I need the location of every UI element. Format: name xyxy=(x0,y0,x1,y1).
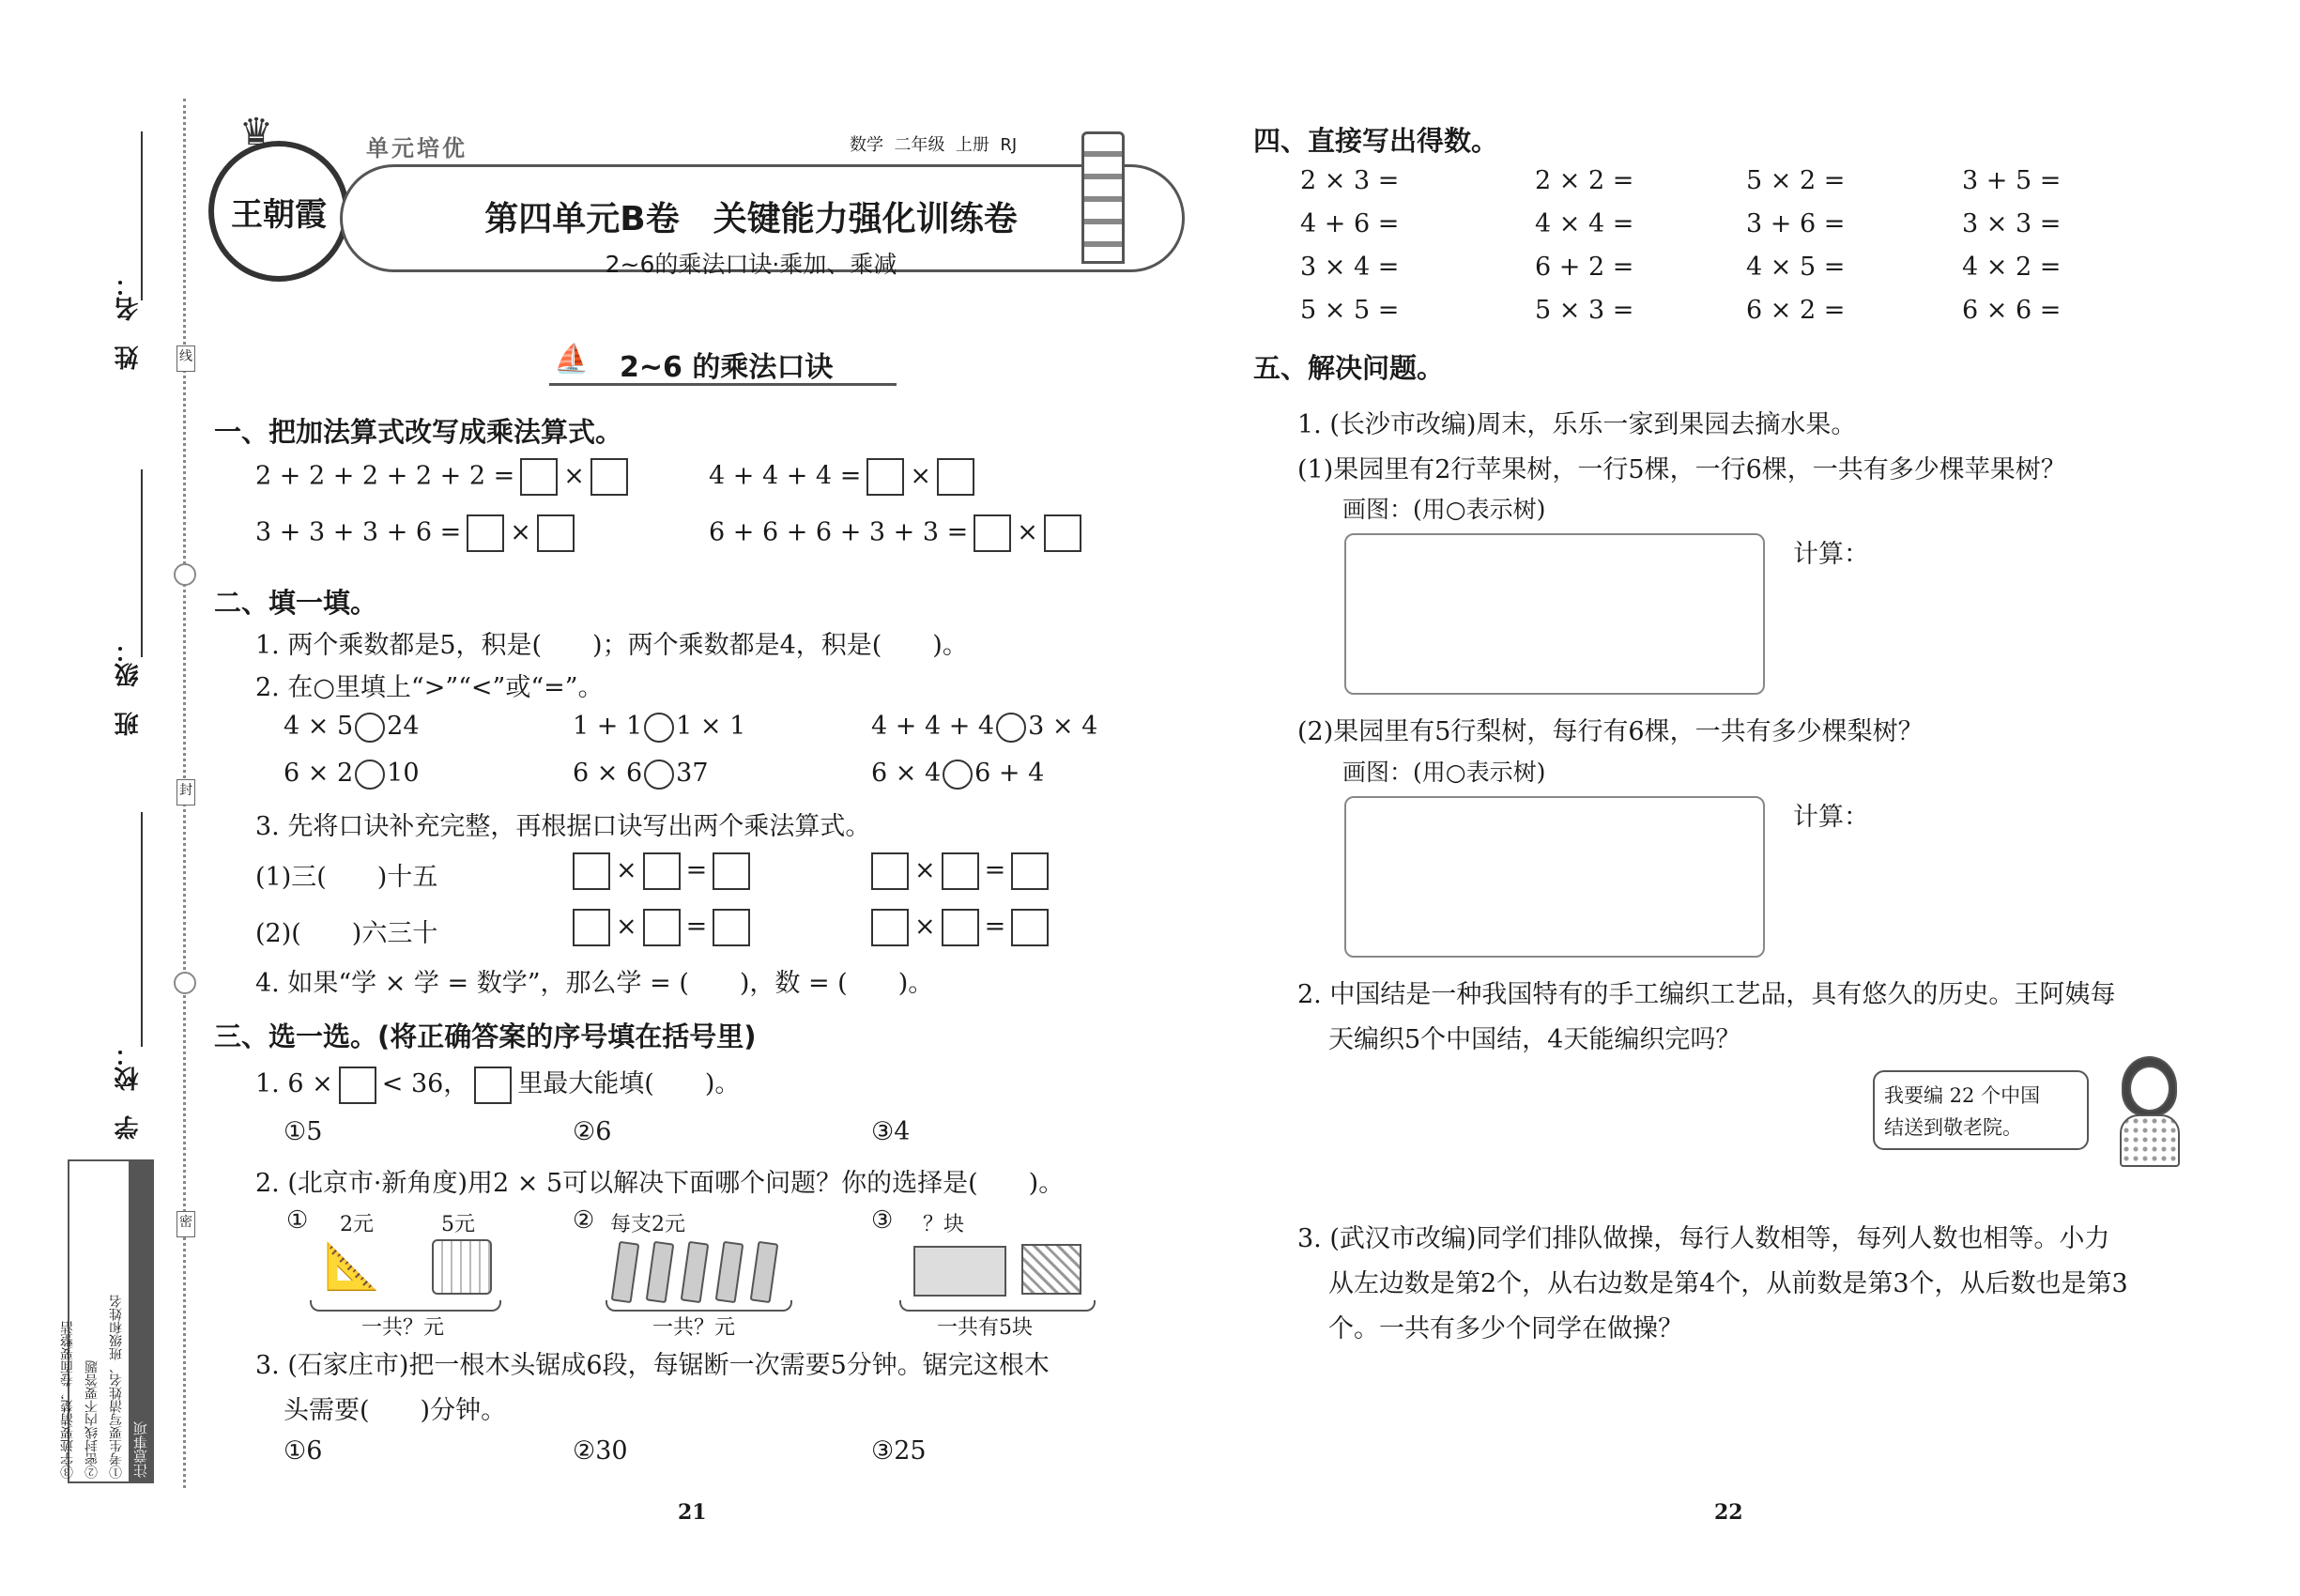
answer-box[interactable] xyxy=(866,458,904,496)
compare-circle[interactable] xyxy=(355,760,385,790)
answer-box[interactable] xyxy=(590,458,628,496)
calc-cell: 4 × 4 = xyxy=(1535,209,1634,238)
s3-q3-line2: 头需要( )分钟。 xyxy=(284,1396,507,1425)
school-line xyxy=(141,812,143,1047)
answer-box[interactable] xyxy=(339,1067,376,1104)
answer-box[interactable] xyxy=(467,514,504,552)
compare-item: 4 + 4 + 4 3 × 4 xyxy=(871,712,1098,741)
s3-title: 三、选一选。(将正确答案的序号填在括号里) xyxy=(214,1021,757,1052)
s1-item: 2 + 2 + 2 + 2 + 2 = × xyxy=(255,458,634,496)
s5-q3-line2: 从左边数是第2个，从右边数是第4个，从前数是第3个，从后数也是第3 xyxy=(1328,1269,2128,1298)
draw-label: 画图：(用○表示树) xyxy=(1342,759,1546,786)
option[interactable]: ②30 xyxy=(573,1436,628,1466)
answer-box[interactable] xyxy=(1011,852,1049,890)
name-label: 姓 名： xyxy=(115,272,143,370)
sailboat-icon: ⛵ xyxy=(554,343,590,376)
s5-q1b: (2)果园里有5行梨树，每行有6棵，一共有多少棵梨树？ xyxy=(1297,717,1924,746)
answer-box[interactable] xyxy=(871,909,909,946)
answer-box[interactable] xyxy=(713,852,750,890)
option-number: ② xyxy=(573,1206,595,1235)
answer-box[interactable] xyxy=(942,852,979,890)
option[interactable]: ②6 xyxy=(573,1117,612,1146)
brace-line xyxy=(310,1300,501,1312)
s1-title: 一、把加法算式改写成乘法算式。 xyxy=(214,416,623,448)
brace-line xyxy=(606,1300,792,1312)
s2-q4: 4. 如果“学 × 学 = 数学”，那么学 = ( )，数 = ( )。 xyxy=(255,969,934,998)
bubble-line: 结送到敬老院。 xyxy=(1884,1116,2022,1139)
answer-box[interactable] xyxy=(871,852,909,890)
compare-item: 6 × 2 10 xyxy=(284,759,420,788)
s1-item: 4 + 4 + 4 = × xyxy=(709,458,980,496)
section-banner-label: 2~6 的乘法口诀 xyxy=(620,351,834,384)
class-line xyxy=(141,469,143,657)
price-label: ？块 xyxy=(923,1213,965,1236)
mark-feng: 封 xyxy=(176,779,195,806)
compare-circle[interactable] xyxy=(644,713,674,743)
calc-cell: 6 + 2 = xyxy=(1535,253,1634,282)
answer-box[interactable] xyxy=(573,909,610,946)
binding-ornament-1 xyxy=(174,563,196,586)
brand-name: 王朝霞 xyxy=(231,195,327,234)
s4-title: 四、直接写出得数。 xyxy=(1253,125,1499,157)
s5-q3-line1: 3. (武汉市改编)同学们排队做操，每行人数相等，每列人数也相等。小力 xyxy=(1297,1224,2110,1253)
notice-box xyxy=(60,1159,154,1483)
sum-label: 一共有5块 xyxy=(937,1316,1033,1340)
calc-cell: 3 + 6 = xyxy=(1746,209,1846,238)
ruler-icon: 📐 xyxy=(324,1240,380,1293)
option-1-picture[interactable] xyxy=(282,1206,526,1338)
calc-cell: 3 + 5 = xyxy=(1962,166,2062,195)
pencil-icon xyxy=(611,1241,640,1303)
s2-q3a: (1)三( )十五 xyxy=(255,863,438,892)
s2-q1: 1. 两个乘数都是5，积是( )；两个乘数都是4，积是( )。 xyxy=(255,631,968,660)
page-number-left: 21 xyxy=(678,1500,707,1525)
s1-item: 3 + 3 + 3 + 6 = × xyxy=(255,514,580,552)
answer-box[interactable] xyxy=(1044,514,1081,552)
price-label: 5元 xyxy=(441,1213,475,1236)
answer-box[interactable] xyxy=(937,458,974,496)
notice-item: ②密封线内不要答题 xyxy=(84,1360,100,1479)
answer-box[interactable] xyxy=(573,852,610,890)
compare-item: 1 + 1 1 × 1 xyxy=(573,712,746,741)
woman-avatar xyxy=(2112,1056,2183,1164)
calc-cell: 4 + 6 = xyxy=(1300,209,1400,238)
answer-box[interactable] xyxy=(474,1067,512,1104)
bubble-line: 我要编 22 个中国 xyxy=(1884,1084,2041,1107)
option[interactable]: ③4 xyxy=(871,1117,911,1146)
notice-title: 注意事项 xyxy=(129,1161,152,1481)
mark-xian: 线 xyxy=(176,345,195,372)
pencil-icon xyxy=(715,1241,744,1303)
compare-circle[interactable] xyxy=(943,760,973,790)
binding-ornament-2 xyxy=(174,972,196,994)
sum-label: 一共？元 xyxy=(652,1316,736,1340)
option-2-picture[interactable] xyxy=(573,1206,817,1338)
option-number: ③ xyxy=(871,1206,894,1235)
s2-title: 二、填一填。 xyxy=(214,587,378,619)
sum-label: 一共？元 xyxy=(361,1316,445,1340)
pencil-icon xyxy=(681,1241,710,1303)
calc-cell: 4 × 2 = xyxy=(1962,253,2062,282)
pencil-icon xyxy=(646,1241,675,1303)
calc-label: 计算： xyxy=(1793,540,1869,569)
s1-item: 6 + 6 + 6 + 3 + 3 = × xyxy=(709,514,1087,552)
s3-q2: 2. (北京市·新角度)用2 × 5可以解决下面哪个问题？你的选择是( )。 xyxy=(255,1169,1065,1198)
drawing-area[interactable] xyxy=(1344,796,1765,958)
calc-cell: 5 × 3 = xyxy=(1535,296,1634,325)
price-label: 2元 xyxy=(340,1213,374,1236)
pencil-icon xyxy=(750,1241,779,1303)
s5-q1a: (1)果园里有2行苹果树，一行5棵，一行6棵，一共有多少棵苹果树？ xyxy=(1297,455,2066,484)
s5-q3-line3: 个。一共有多少个同学在做操？ xyxy=(1328,1314,1683,1343)
header-tag: 单元培优 xyxy=(366,135,468,161)
notice-item: ①考生要写清姓名、班级和姓名 xyxy=(109,1295,124,1479)
calc-cell: 2 × 3 = xyxy=(1300,166,1400,195)
class-label: 班 级： xyxy=(115,638,143,736)
page-number-right: 22 xyxy=(1714,1500,1743,1525)
price-label: 每支2元 xyxy=(610,1213,685,1236)
drawing-area[interactable] xyxy=(1344,533,1765,695)
calc-cell: 4 × 5 = xyxy=(1746,253,1846,282)
box-icon xyxy=(913,1246,1006,1297)
option[interactable]: ①5 xyxy=(284,1117,323,1146)
compare-item: 6 × 6 37 xyxy=(573,759,709,788)
answer-box[interactable] xyxy=(974,514,1011,552)
answer-box[interactable] xyxy=(643,909,681,946)
name-line xyxy=(141,131,143,300)
option[interactable]: ①6 xyxy=(284,1436,323,1466)
pencil-sharpener-icon xyxy=(432,1239,492,1295)
option-3-picture[interactable] xyxy=(871,1206,1115,1338)
page-subtitle: 2~6的乘法口诀·乘加、乘减 xyxy=(605,251,897,278)
s3-q1: 1. 6 × < 36， 里最大能填( )。 xyxy=(255,1063,740,1104)
mark-mi: 密 xyxy=(176,1211,195,1237)
answer-box[interactable] xyxy=(942,909,979,946)
draw-label: 画图：(用○表示树) xyxy=(1342,496,1546,523)
school-label: 学 校： xyxy=(115,1042,143,1140)
page-title: 第四单元B卷 关键能力强化训练卷 xyxy=(484,200,1018,238)
s2-q3b: (2)( )六三十 xyxy=(255,919,438,948)
compare-item: 6 × 4 6 + 4 xyxy=(871,759,1045,788)
calc-label: 计算： xyxy=(1793,803,1869,832)
calc-cell: 6 × 6 = xyxy=(1962,296,2062,325)
equation-row: × = xyxy=(567,852,756,890)
brace-line xyxy=(899,1300,1096,1312)
s5-q2-line1: 2. 中国结是一种我国特有的手工编织工艺品，具有悠久的历史。王阿姨每 xyxy=(1297,980,2116,1009)
answer-box[interactable] xyxy=(537,514,575,552)
s2-q2: 2. 在○里填上“>”“<”或“=”。 xyxy=(255,673,604,702)
brand-logo xyxy=(208,141,349,282)
speech-bubble xyxy=(1873,1070,2089,1150)
crown-icon: ♛ xyxy=(239,111,273,154)
notice-item: ③字迹要清楚，卷面要整洁 xyxy=(60,1321,75,1479)
calc-cell: 3 × 4 = xyxy=(1300,253,1400,282)
tiles-icon xyxy=(1021,1244,1081,1295)
option[interactable]: ③25 xyxy=(871,1436,927,1466)
calc-cell: 6 × 2 = xyxy=(1746,296,1846,325)
s5-title: 五、解决问题。 xyxy=(1253,352,1445,384)
lighthouse-icon xyxy=(1081,131,1125,264)
compare-circle[interactable] xyxy=(644,760,674,790)
s2-q3: 3. 先将口诀补充完整，再根据口诀写出两个乘法算式。 xyxy=(255,812,871,841)
option-number: ① xyxy=(286,1206,309,1235)
answer-box[interactable] xyxy=(713,909,750,946)
s3-q3-line1: 3. (石家庄市)把一根木头锯成6段，每锯断一次需要5分钟。锯完这根木 xyxy=(255,1351,1050,1380)
equation-row: × = xyxy=(866,909,1054,946)
s5-q2-line2: 天编织5个中国结，4天能编织完吗？ xyxy=(1328,1025,1741,1054)
calc-cell: 5 × 5 = xyxy=(1300,296,1400,325)
equation-row: × = xyxy=(866,852,1054,890)
equation-row: × = xyxy=(567,909,756,946)
answer-box[interactable] xyxy=(520,458,558,496)
header-meta: 数学 二年级 上册 RJ xyxy=(850,135,1018,155)
calc-cell: 3 × 3 = xyxy=(1962,209,2062,238)
answer-box[interactable] xyxy=(1011,909,1049,946)
compare-circle[interactable] xyxy=(996,713,1026,743)
calc-cell: 5 × 2 = xyxy=(1746,166,1846,195)
compare-circle[interactable] xyxy=(355,713,385,743)
answer-box[interactable] xyxy=(643,852,681,890)
compare-item: 4 × 5 24 xyxy=(284,712,420,741)
calc-cell: 2 × 2 = xyxy=(1535,166,1634,195)
s5-q1: 1. (长沙市改编)周末，乐乐一家到果园去摘水果。 xyxy=(1297,410,1857,439)
section-banner xyxy=(549,338,897,386)
